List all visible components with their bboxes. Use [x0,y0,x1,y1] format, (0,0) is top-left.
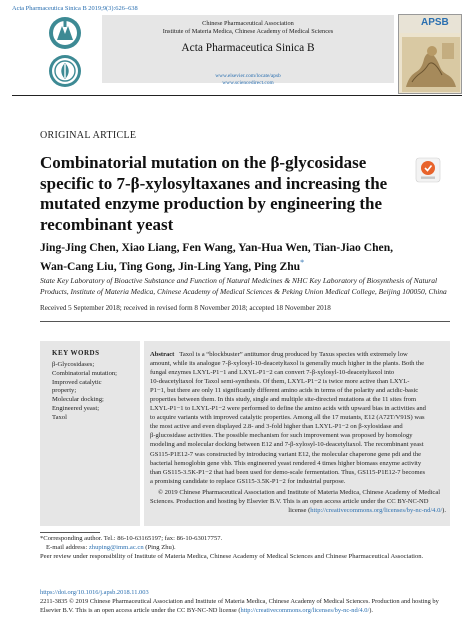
imm-logo-icon [49,55,81,87]
authors-line-2-text: Wan-Cang Liu, Ting Gong, Jin-Ling Yang, Ping Zhu [40,260,301,274]
legal-line-2-text: Elsevier B.V. This is an open access article under the CC BY-NC-ND license ( [40,606,241,614]
section-rule [40,321,450,322]
copyright-line-2: Sciences. Production and hosting by Elsevier B.V. This is an open access article under the CC BY-NC-ND [150,498,429,506]
abstract-line: bacterial hemoglobin gene vhb. This engineered yeast rendered 4 times higher biomass enzyme activity [150,459,422,467]
title-line-1: Combinatorial mutation on the β-glycosidase [40,153,367,172]
article-title [40,153,420,235]
authors-line-2 [40,255,450,274]
abstract-line: fungal enzymes LXYL-P1−1 and LXYL-P1−2 can convert 7-β-xylosyl-10-deacetyltaxol into [150,369,395,377]
article-type: ORIGINAL ARTICLE [40,130,137,141]
abstract-line: P1−1, but there are only 11 significantly different amino acids in terms of the polarity and acidic-basic [150,387,419,395]
association-line-1: Chinese Pharmaceutical Association [202,20,294,27]
email-suffix: (Ping Zhu). [143,543,176,551]
received-dates: Received 5 September 2018; received in revised form 8 November 2018; accepted 18 November 2018 [40,304,331,312]
keyword-item: Improved catalytic [52,378,102,386]
author-list [40,240,450,274]
legal-line-2-end: ). [369,606,373,614]
abstract-line: a promising candidate to replace GS115-3.5K-P1−2 for industrial purpose. [150,477,346,485]
cover-title: APSB [421,17,449,28]
title-line-2: specific to 7-β-xylosyltaxanes and increasing the [40,173,388,193]
journal-cover [398,14,462,94]
header-rule [12,95,462,96]
copyright-notice [150,488,446,515]
legal-line-2 [40,607,460,616]
crossmark-icon[interactable] [415,157,441,183]
abstract-line: LXYL-P1−1 to LXYL-P1−2 were performed to define the amino acids with upward bias in activities and [150,405,426,413]
copyright-line-1: © 2019 Chinese Pharmaceutical Association and Institute of Materia Medica, Chinese Academy of Medical [158,489,441,496]
authors-line-1: Jing-Jing Chen, Xiao Liang, Fen Wang, Yan-Hua Wen, Tian-Jiao Chen, [40,241,394,254]
abstract-line: to acquire variants with improved catalytic properties. Among all the 17 mutants, E12 (A72T/V91S) was [150,414,425,422]
abstract-line: β-glucosidase activities. The possible mechanism for such improvement was proposed by homology [150,432,413,440]
abstract-line: 10-deacetyltaxol for Taxol semi-synthesis. Of them, LXYL-P1−2 is twice more active than LXYL- [150,378,410,386]
title-line-4: recombinant yeast [40,214,174,234]
footnote-rule [40,532,100,533]
copyright-license-suffix: ). [442,507,446,515]
cover-artwork [402,37,460,92]
email-prefix: E-mail address: [46,543,89,551]
abstract-line: GS115-P1E12-7 was constructed by introducing variant E12, the molecular chaperone gene pdi and the [150,450,422,458]
peer-review-note: Peer review under responsibility of Institute of Materia Medica, Chinese Academy of Medical Sciences and Chinese Pharmaceutical Association. [40,552,424,560]
abstract-line: amount, while its analogue 7-β-xylosyl-10-deacetyltaxol is generally much higher in the plants. Both the [150,360,425,368]
affiliation-line-2: Products, Institute of Materia Medica, Chinese Academy of Medical Sciences & Peking Union Medical College, Beijing 100050, China [40,286,447,296]
author-affiliation [40,276,450,297]
keyword-item: Molecular docking; [52,396,104,404]
running-header[interactable]: Acta Pharmaceutica Sinica B 2019;9(3):626–638 [12,5,138,12]
keyword-item: property; [52,387,77,395]
keyword-item: Combinatorial mutation; [52,369,118,377]
sciencedirect-link[interactable]: www.sciencedirect.com [222,79,274,86]
abstract-line: properties between them. In this study, single and multiple site-directed mutations at the 11 sites from [150,396,417,404]
keyword-item: Taxol [52,413,67,421]
abstract-line [150,350,446,359]
keyword-item: β-Glycosidases; [52,361,95,368]
affiliation-line-1: State Key Laboratory of Bioactive Substance and Function of Natural Medicines & NHC Key Laboratory of Biosynthesis of Natural [40,276,438,285]
abstract [150,350,446,486]
abstract-line: than GS115-3.5K-P1−2 that had been used for demo-scale fermentation. Thus, GS115-P1E12-7 becomes [150,468,426,476]
keywords-list [52,361,136,423]
copyright-license-prefix: license ( [288,507,311,515]
abstract-line: modeling and molecular docking between E12 and 7-β-xylosyl-10-deacetyltaxol. The recombinant yeast [150,441,424,449]
doi-link[interactable]: https://doi.org/10.1016/j.apsb.2018.11.003 [40,589,149,596]
email-link[interactable]: zhuping@imm.ac.cn [88,543,144,551]
legal-line-1: 2211-3835 © 2019 Chinese Pharmaceutical Association and Institute of Materia Medica, Chinese Academy of Medical Sciences. Production and hosting by [40,598,439,605]
association-line-2: Institute of Materia Medica, Chinese Academy of Medical Sciences [162,28,334,35]
cpa-logo-icon [49,17,81,49]
journal-urls [102,73,394,86]
journal-affiliation [102,20,394,36]
legal-notice [40,598,460,615]
copyright-line-3 [150,506,446,515]
license-link[interactable]: http://creativecommons.org/licenses/by-nc-nd/4.0/ [310,507,443,515]
journal-name: Acta Pharmaceutica Sinica B [181,42,315,54]
title-line-3: mutated enzyme production by engineering the [40,194,383,213]
abstract-line-text: Taxol is a “blockbuster” antitumor drug produced by Taxus species with extremely low [179,351,408,358]
corresponding-author-note: *Corresponding author. Tel.: 86-10-63165197; fax: 86-10-63017757. [40,535,223,542]
email-line [40,544,450,553]
corresponding-author-mark[interactable]: * [300,258,305,268]
keywords-heading: KEY WORDS [52,349,100,357]
keyword-item: Engineered yeast; [52,404,100,412]
legal-license-link[interactable]: http://creativecommons.org/licenses/by-nc-nd/4.0/ [240,606,370,614]
footnotes [40,535,450,562]
elsevier-link[interactable]: www.elsevier.com/locate/apsb [215,73,281,79]
abstract-line: the most active and even displayed 2.8- and 3-fold higher than LXYL-P1−2 on β-xylosidase and [150,423,403,431]
publisher-logos [40,14,90,92]
abstract-label: Abstract [150,351,175,358]
